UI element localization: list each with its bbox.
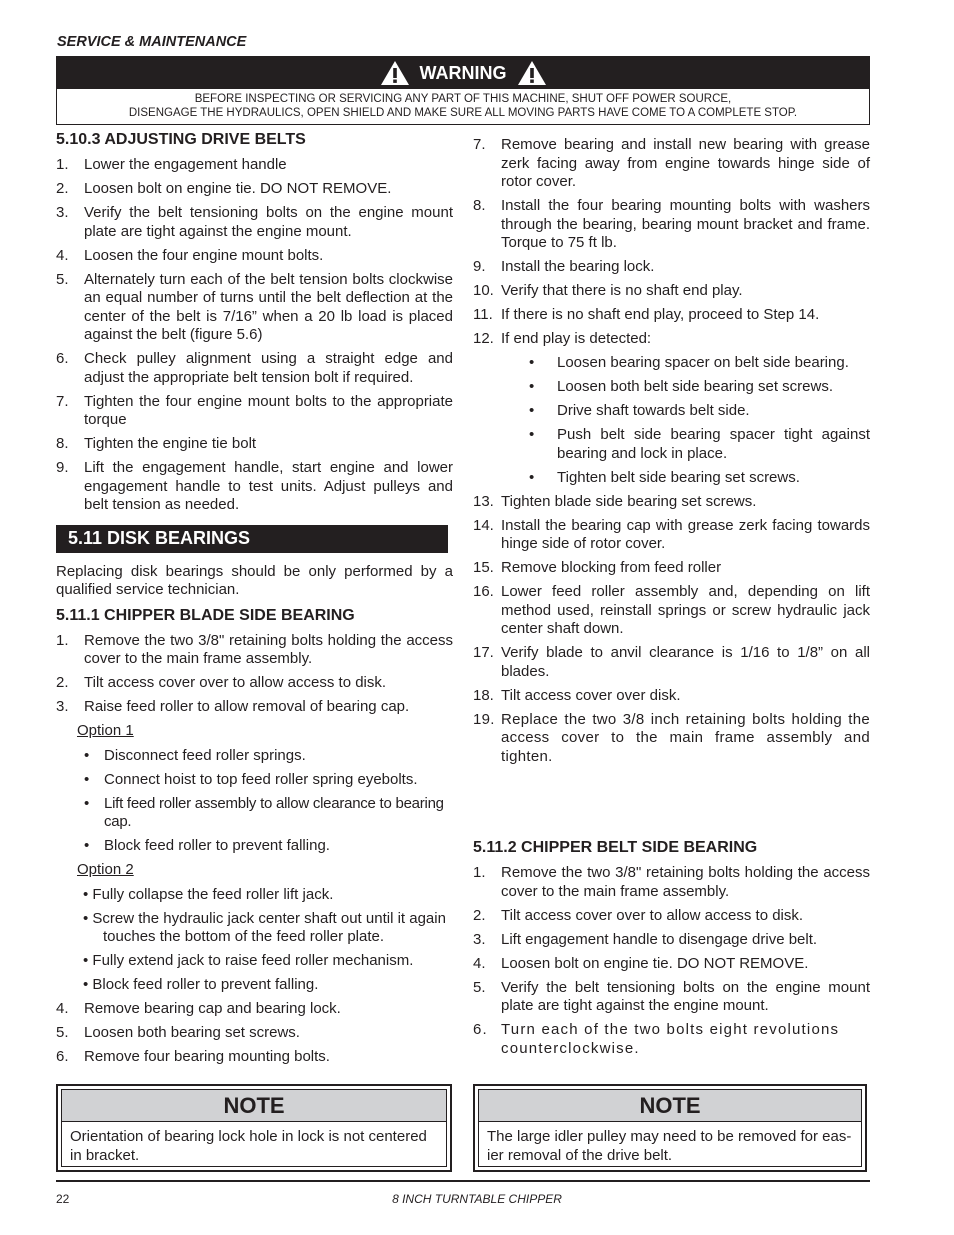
list-item: 16. Lower feed roller assembly and, depending on lift method used, reinstall springs or screw hydraulic jack center shaft down. <box>473 583 870 637</box>
note-title: NOTE <box>479 1090 861 1122</box>
section-header: SERVICE & MAINTENANCE <box>57 34 247 50</box>
warning-title: WARNING <box>419 62 507 83</box>
belt-side-steps <box>473 864 870 1058</box>
list-item: 2. Loosen bolt on engine tie. DO NOT REMOVE. <box>56 180 392 197</box>
option-2-list <box>75 886 453 995</box>
list-item: 13. Tighten blade side bearing set screws. <box>473 492 757 510</box>
list-item: 7. Tighten the four engine mount bolts to the appropriate torque <box>56 392 453 428</box>
blade-side-steps <box>56 632 453 717</box>
section-511-intro: Replacing disk bearings should be only performed by a qualified service technician. <box>56 562 453 598</box>
list-item: • Screw the hydraulic jack center shaft out until it again touches the bottom of the feed roller plate. <box>83 909 446 945</box>
list-item: • Push belt side bearing spacer tight against bearing and lock in place. <box>529 426 870 462</box>
warning-box <box>56 56 870 125</box>
list-item: 6. Check pulley alignment using a straight edge and adjust the appropriate belt tension bolt if required. <box>56 350 453 386</box>
list-item: 6. Turn each of the two bolts eight revolutions counterclockwise. <box>473 1021 840 1057</box>
list-item: • Fully collapse the feed roller lift jack. <box>83 885 334 903</box>
list-item: • Tighten belt side bearing set screws. <box>529 468 800 486</box>
list-item: 2. Tilt access cover over to allow access to disk. <box>56 674 387 691</box>
warning-triangle-icon <box>517 60 547 86</box>
note-right <box>473 1084 867 1172</box>
list-item: • Drive shaft towards belt side. <box>529 402 750 419</box>
list-item: 5. Verify the belt tensioning bolts on the engine mount plate are tight against the engine mount. <box>473 978 870 1014</box>
list-item: 1. Remove the two 3/8" retaining bolts holding the access cover to the main frame assembly. <box>473 864 870 900</box>
belt-side-section <box>473 838 870 1064</box>
footer-title: 8 INCH TURNTABLE CHIPPER <box>392 1192 562 1206</box>
note-text: Orientation of bearing lock hole in lock is not centered in bracket. <box>70 1128 427 1164</box>
list-item: 9. Install the bearing lock. <box>473 258 655 275</box>
list-item: 3. Raise feed roller to allow removal of bearing cap. <box>56 698 410 715</box>
list-item: • Block feed roller to prevent falling. <box>83 976 319 993</box>
option-1-list <box>84 747 453 856</box>
list-item: • Loosen both belt side bearing set screws. <box>529 378 833 395</box>
list-item: 9. Lift the engagement handle, start engine and lower engagement handle to test units. Adjust pulleys and belt tension as needed. <box>56 459 453 513</box>
list-item: • Loosen bearing spacer on belt side bearing. <box>529 354 849 371</box>
list-item: 5. Loosen both bearing set screws. <box>56 1024 300 1041</box>
note-title: NOTE <box>62 1090 446 1122</box>
list-item: 15. Remove blocking from feed roller <box>473 559 722 576</box>
list-item: 17. Verify blade to anvil clearance is 1/16 to 1/8” on all blades. <box>473 644 870 680</box>
list-item: • Connect hoist to top feed roller spring eyebolts. <box>84 770 418 788</box>
list-item: 8. Install the four bearing mounting bolts with washers through the bearing, bearing mount bracket and frame. Torque to 75 ft lb. <box>473 197 870 251</box>
note-left <box>56 1084 452 1172</box>
option-1-label: Option 1 <box>77 722 134 739</box>
list-item: 4. Loosen the four engine mount bolts. <box>56 246 324 264</box>
warning-text <box>57 89 869 120</box>
page-number: 22 <box>56 1192 70 1206</box>
option-2-label: Option 2 <box>77 861 134 878</box>
section-5103-title: 5.10.3 ADJUSTING DRIVE BELTS <box>56 131 306 148</box>
section-511-title: 5.11 DISK BEARINGS <box>56 525 448 553</box>
list-item: 4. Loosen bolt on engine tie. DO NOT REMOVE. <box>473 954 809 972</box>
list-item: • Lift feed roller assembly to allow clearance to bearing cap. <box>84 794 444 830</box>
list-item: 3. Verify the belt tensioning bolts on the engine mount plate are tight against the engine mount. <box>56 204 453 240</box>
list-item: • Fully extend jack to raise feed roller mechanism. <box>83 952 414 969</box>
drive-belt-steps <box>56 156 453 515</box>
list-item: 6. Remove four bearing mounting bolts. <box>56 1048 330 1065</box>
warning-bar <box>57 57 869 89</box>
section-5111-title: 5.11.1 CHIPPER BLADE SIDE BEARING <box>56 606 355 624</box>
footer-divider <box>56 1180 870 1182</box>
list-item: 11. If there is no shaft end play, proceed to Step 14. <box>473 306 820 323</box>
list-item: 7. Remove bearing and install new bearing with grease zerk facing away from engine towards hinge side of rotor cover. <box>473 136 870 190</box>
list-item: 18. Tilt access cover over disk. <box>473 686 681 704</box>
list-item: 19. Replace the two 3/8 inch retaining bolts holding the access cover to the main frame assembly and tighten. <box>473 710 870 765</box>
section-5112-title: 5.11.2 CHIPPER BELT SIDE BEARING <box>473 839 758 856</box>
list-item: 4. Remove bearing cap and bearing lock. <box>56 1000 341 1017</box>
list-item: 14. Install the bearing cap with grease zerk facing towards hinge side of rotor cover. <box>473 516 870 552</box>
left-column <box>56 130 453 1072</box>
list-item: 12. If end play is detected: <box>473 330 652 347</box>
list-item: 3. Lift engagement handle to disengage drive belt. <box>473 930 818 948</box>
blade-side-steps-right-cont <box>473 493 870 767</box>
list-item: 10. Verify that there is no shaft end play. <box>473 282 743 299</box>
warning-line: BEFORE INSPECTING OR SERVICING ANY PART OF THIS MACHINE, SHUT OFF POWER SOURCE, <box>194 93 732 105</box>
note-text: The large idler pulley may need to be removed for eas-ier removal of the drive belt. <box>487 1128 852 1164</box>
list-item: 8. Tighten the engine tie bolt <box>56 435 257 452</box>
warning-triangle-icon <box>380 60 410 86</box>
blade-side-steps-right <box>473 136 870 349</box>
list-item: 5. Alternately turn each of the belt tension bolts clockwise an equal number of turns until the belt deflection at the center of the belt is 7/16” when a 20 lb load is placed against the belt (figure 5.6) <box>56 270 453 343</box>
warning-line: DISENGAGE THE HYDRAULICS, OPEN SHIELD AND MAKE SURE ALL MOVING PARTS HAVE COME TO A COMPLETE STOP. <box>128 107 798 119</box>
list-item: 2. Tilt access cover over to allow access to disk. <box>473 906 804 924</box>
list-item: • Block feed roller to prevent falling. <box>84 837 330 854</box>
end-play-list <box>529 354 870 487</box>
list-item: • Disconnect feed roller springs. <box>84 746 306 764</box>
list-item: 1. Remove the two 3/8" retaining bolts holding the access cover to the main frame assembly. <box>56 631 453 667</box>
list-item: 1. Lower the engagement handle <box>56 156 287 173</box>
blade-side-steps-cont <box>56 1000 453 1067</box>
right-column <box>473 136 870 772</box>
